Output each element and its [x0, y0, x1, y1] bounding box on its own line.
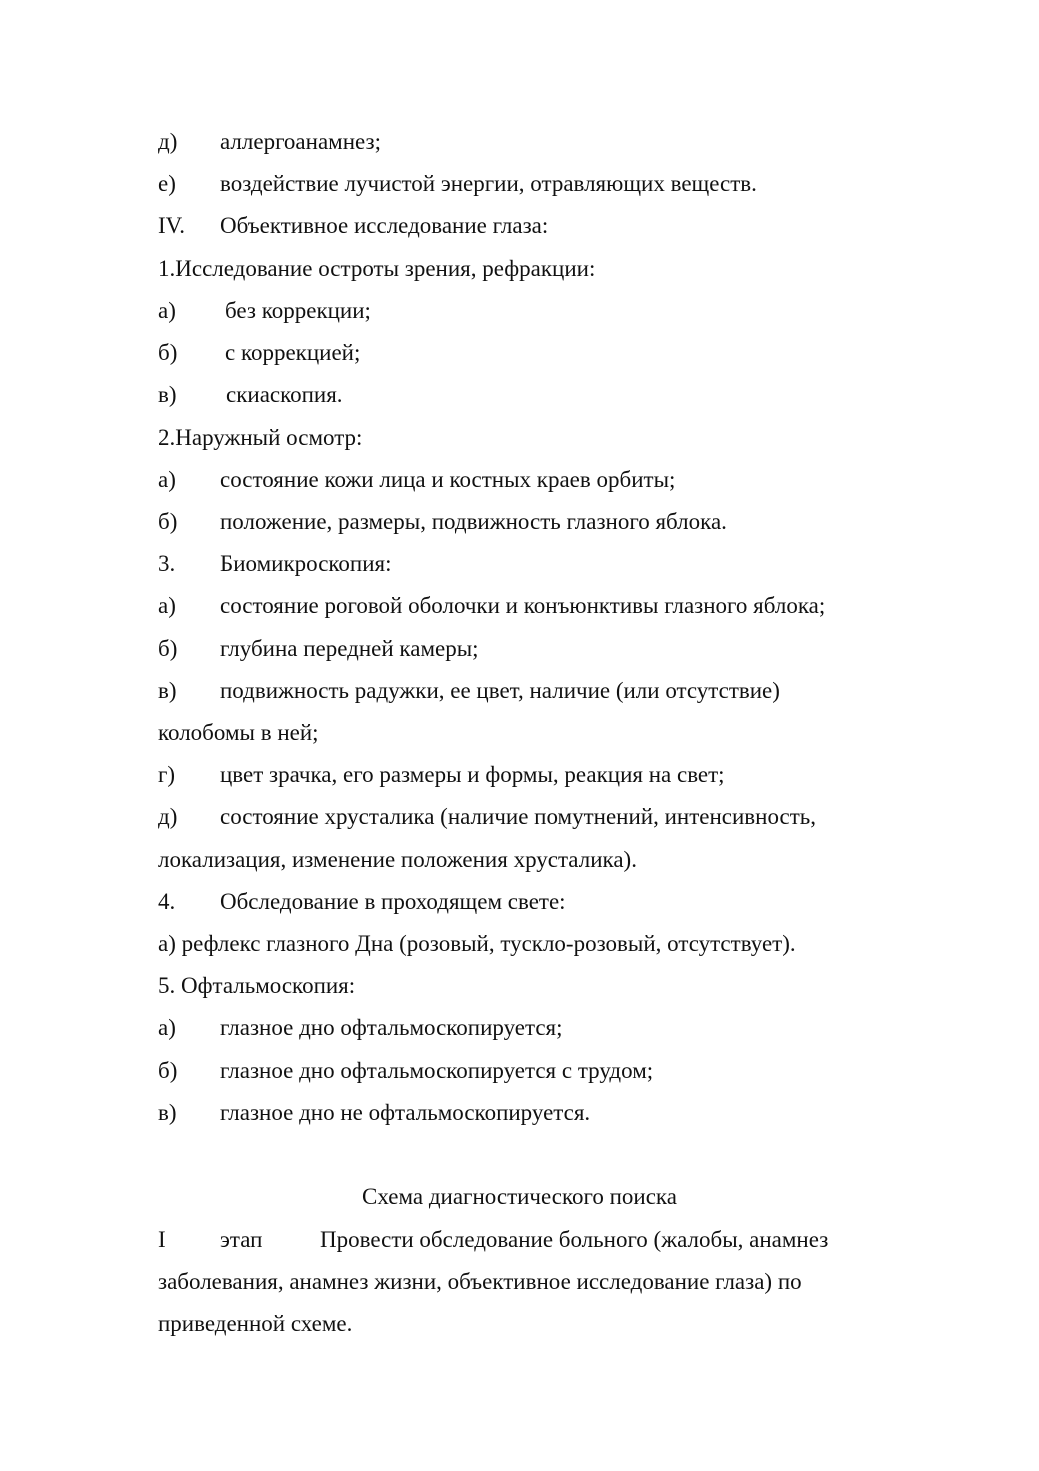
list-text: состояние кожи лица и костных краев орбиты;	[220, 467, 676, 492]
list-text: Обследование в проходящем свете:	[220, 889, 566, 914]
list-text: 5. Офтальмоскопия:	[158, 973, 356, 998]
subsection-heading	[158, 423, 362, 453]
list-text: состояние хрусталика (наличие помутнений, интенсивность,	[220, 804, 817, 829]
subsection-heading	[158, 971, 355, 1001]
list-text: 2.Наружный осмотр:	[158, 425, 363, 450]
list-text: Биомикроскопия:	[220, 551, 392, 576]
list-text: без коррекции;	[225, 298, 371, 323]
list-text: положение, размеры, подвижность глазного яблока.	[220, 509, 727, 534]
list-text: скиаскопия.	[226, 382, 343, 407]
stage-continuation	[158, 1267, 802, 1297]
list-item-continuation	[158, 845, 637, 875]
list-text: с коррекцией;	[225, 340, 361, 365]
list-text: Объективное исследование глаза:	[220, 213, 549, 238]
list-marker: а)	[158, 1015, 176, 1040]
list-text: глазное дно не офтальмоскопируется.	[220, 1100, 591, 1125]
list-marker: в)	[158, 678, 177, 703]
list-text: аллергоанамнез;	[220, 129, 381, 154]
list-text: колобомы в ней;	[158, 720, 319, 745]
list-marker: 3.	[158, 551, 176, 576]
list-marker: д)	[158, 804, 178, 829]
list-item	[158, 929, 796, 959]
stage-number: I	[158, 1227, 166, 1252]
list-text: глазное дно офтальмоскопируется с трудом;	[220, 1058, 654, 1083]
list-marker: б)	[158, 636, 178, 661]
section-title: Схема диагностического поиска	[362, 1184, 677, 1209]
subsection-heading	[158, 254, 595, 284]
list-text: 1.Исследование остроты зрения, рефракции:	[158, 256, 596, 281]
list-text: глубина передней камеры;	[220, 636, 479, 661]
list-marker: 4.	[158, 889, 176, 914]
list-text: цвет зрачка, его размеры и формы, реакция на свет;	[220, 762, 725, 787]
list-text: подвижность радужки, ее цвет, наличие (или отсутствие)	[220, 678, 780, 703]
list-marker: б)	[158, 1058, 178, 1083]
stage-word: этап	[220, 1227, 263, 1252]
stage-text: Провести обследование больного (жалобы, анамнез	[320, 1227, 829, 1252]
list-text: воздействие лучистой энергии, отравляющих веществ.	[220, 171, 757, 196]
list-marker: б)	[158, 509, 178, 534]
list-text: локализация, изменение положения хрусталика).	[158, 847, 637, 872]
list-text: а) рефлекс глазного Дна (розовый, тускло-розовый, отсутствует).	[158, 931, 796, 956]
list-marker: г)	[158, 762, 176, 787]
list-marker: е)	[158, 171, 176, 196]
list-marker: д)	[158, 129, 178, 154]
stage-text: заболевания, анамнез жизни, объективное исследование глаза) по	[158, 1269, 802, 1294]
list-marker: IV.	[158, 213, 186, 238]
stage-text: приведенной схеме.	[158, 1311, 353, 1336]
stage-continuation	[158, 1309, 352, 1339]
list-marker: а)	[158, 593, 176, 618]
list-text: состояние роговой оболочки и конъюнктивы глазного яблока;	[220, 593, 826, 618]
list-marker: в)	[158, 382, 177, 407]
list-marker: а)	[158, 298, 176, 323]
list-marker: б)	[158, 340, 178, 365]
list-marker: в)	[158, 1100, 177, 1125]
list-text: глазное дно офтальмоскопируется;	[220, 1015, 563, 1040]
list-item-continuation	[158, 718, 319, 748]
list-marker: а)	[158, 467, 176, 492]
